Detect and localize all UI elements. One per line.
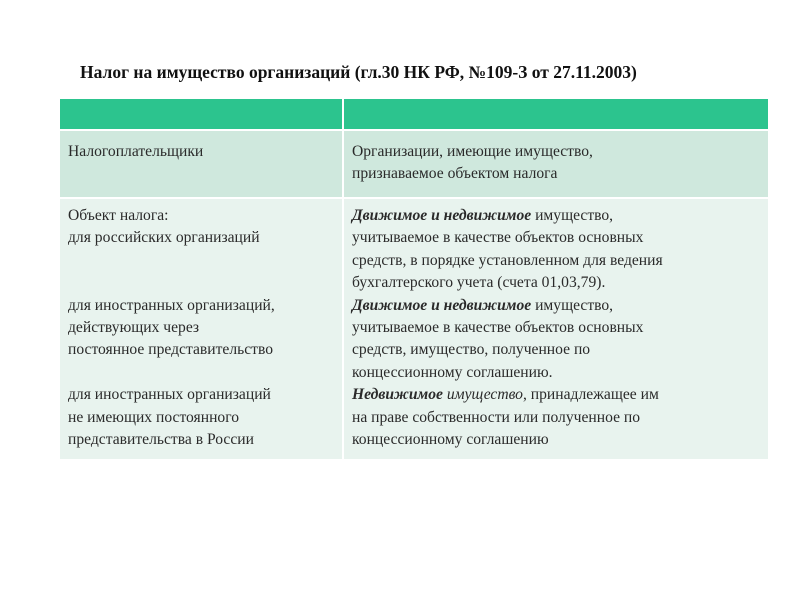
- table-header-row: [60, 99, 768, 130]
- foreign-rep-value-line2: учитываемое в качестве объектов основных: [352, 319, 644, 337]
- tax-table: [60, 99, 768, 459]
- russian-orgs-value-line3: средств, в порядке установленном для ведения: [352, 251, 663, 269]
- taxpayers-value-line2: признаваемое объектом налога: [352, 165, 558, 183]
- russian-orgs-value-line2: учитываемое в качестве объектов основных: [352, 229, 644, 247]
- header-cell-right: [343, 99, 768, 130]
- table-row-taxpayers: [60, 130, 768, 198]
- header-cell-left: [60, 99, 343, 130]
- foreign-rep-label-line2: действующих через: [68, 319, 200, 336]
- foreign-norep-value-line3: концессионному соглашению: [352, 431, 549, 449]
- foreign-norep-label-line3: представительства в России: [68, 431, 254, 449]
- text-fragment: имущество,: [531, 207, 614, 224]
- spacer: [68, 362, 334, 384]
- foreign-rep-value-line4: концессионному соглашению.: [352, 363, 553, 381]
- taxpayers-value-line1: Организации, имеющие имущество,: [352, 143, 593, 160]
- cell-taxpayers-value: [343, 130, 768, 198]
- foreign-rep-value-line3: средств, имущество, полученное по: [352, 341, 591, 359]
- russian-orgs-value-line4: бухгалтерского учета (счета 01,03,79).: [352, 274, 606, 292]
- spacer: [68, 272, 334, 294]
- foreign-norep-value-line1: [352, 384, 760, 406]
- movable-immovable-emph: Движимое и недвижимое: [352, 207, 532, 224]
- foreign-norep-label-line1: для иностранных организаций: [68, 386, 271, 404]
- russian-orgs-value-line1: [352, 205, 760, 227]
- foreign-rep-label-line1: для иностранных организаций,: [68, 296, 275, 314]
- foreign-norep-value-line2: на праве собственности или полученное по: [352, 408, 641, 426]
- property-italic: имущество: [442, 386, 523, 404]
- immovable-emph: Недвижимое: [352, 386, 443, 404]
- foreign-rep-label-line3: постоянное представительство: [68, 341, 273, 359]
- russian-orgs-label: для российских организаций: [68, 229, 260, 247]
- foreign-norep-label-line2: не имеющих постоянного: [68, 408, 240, 426]
- spacer: [68, 250, 334, 272]
- taxpayers-label: Налогоплательщики: [68, 143, 204, 160]
- foreign-rep-value-line1: [352, 295, 760, 317]
- text-fragment: имущество,: [531, 296, 614, 314]
- table-row-tax-object: [60, 198, 768, 459]
- cell-taxpayers-label: [60, 130, 343, 198]
- cell-tax-object-label: [60, 198, 343, 459]
- tax-object-label: Объект налога:: [68, 207, 169, 224]
- text-fragment: , принадлежащее им: [522, 386, 659, 404]
- slide-title: Налог на имущество организаций (гл.30 НК РФ, №109-З от 27.11.2003): [80, 62, 637, 82]
- movable-immovable-emph: Движимое и недвижимое: [352, 296, 532, 314]
- cell-tax-object-value: [343, 198, 768, 459]
